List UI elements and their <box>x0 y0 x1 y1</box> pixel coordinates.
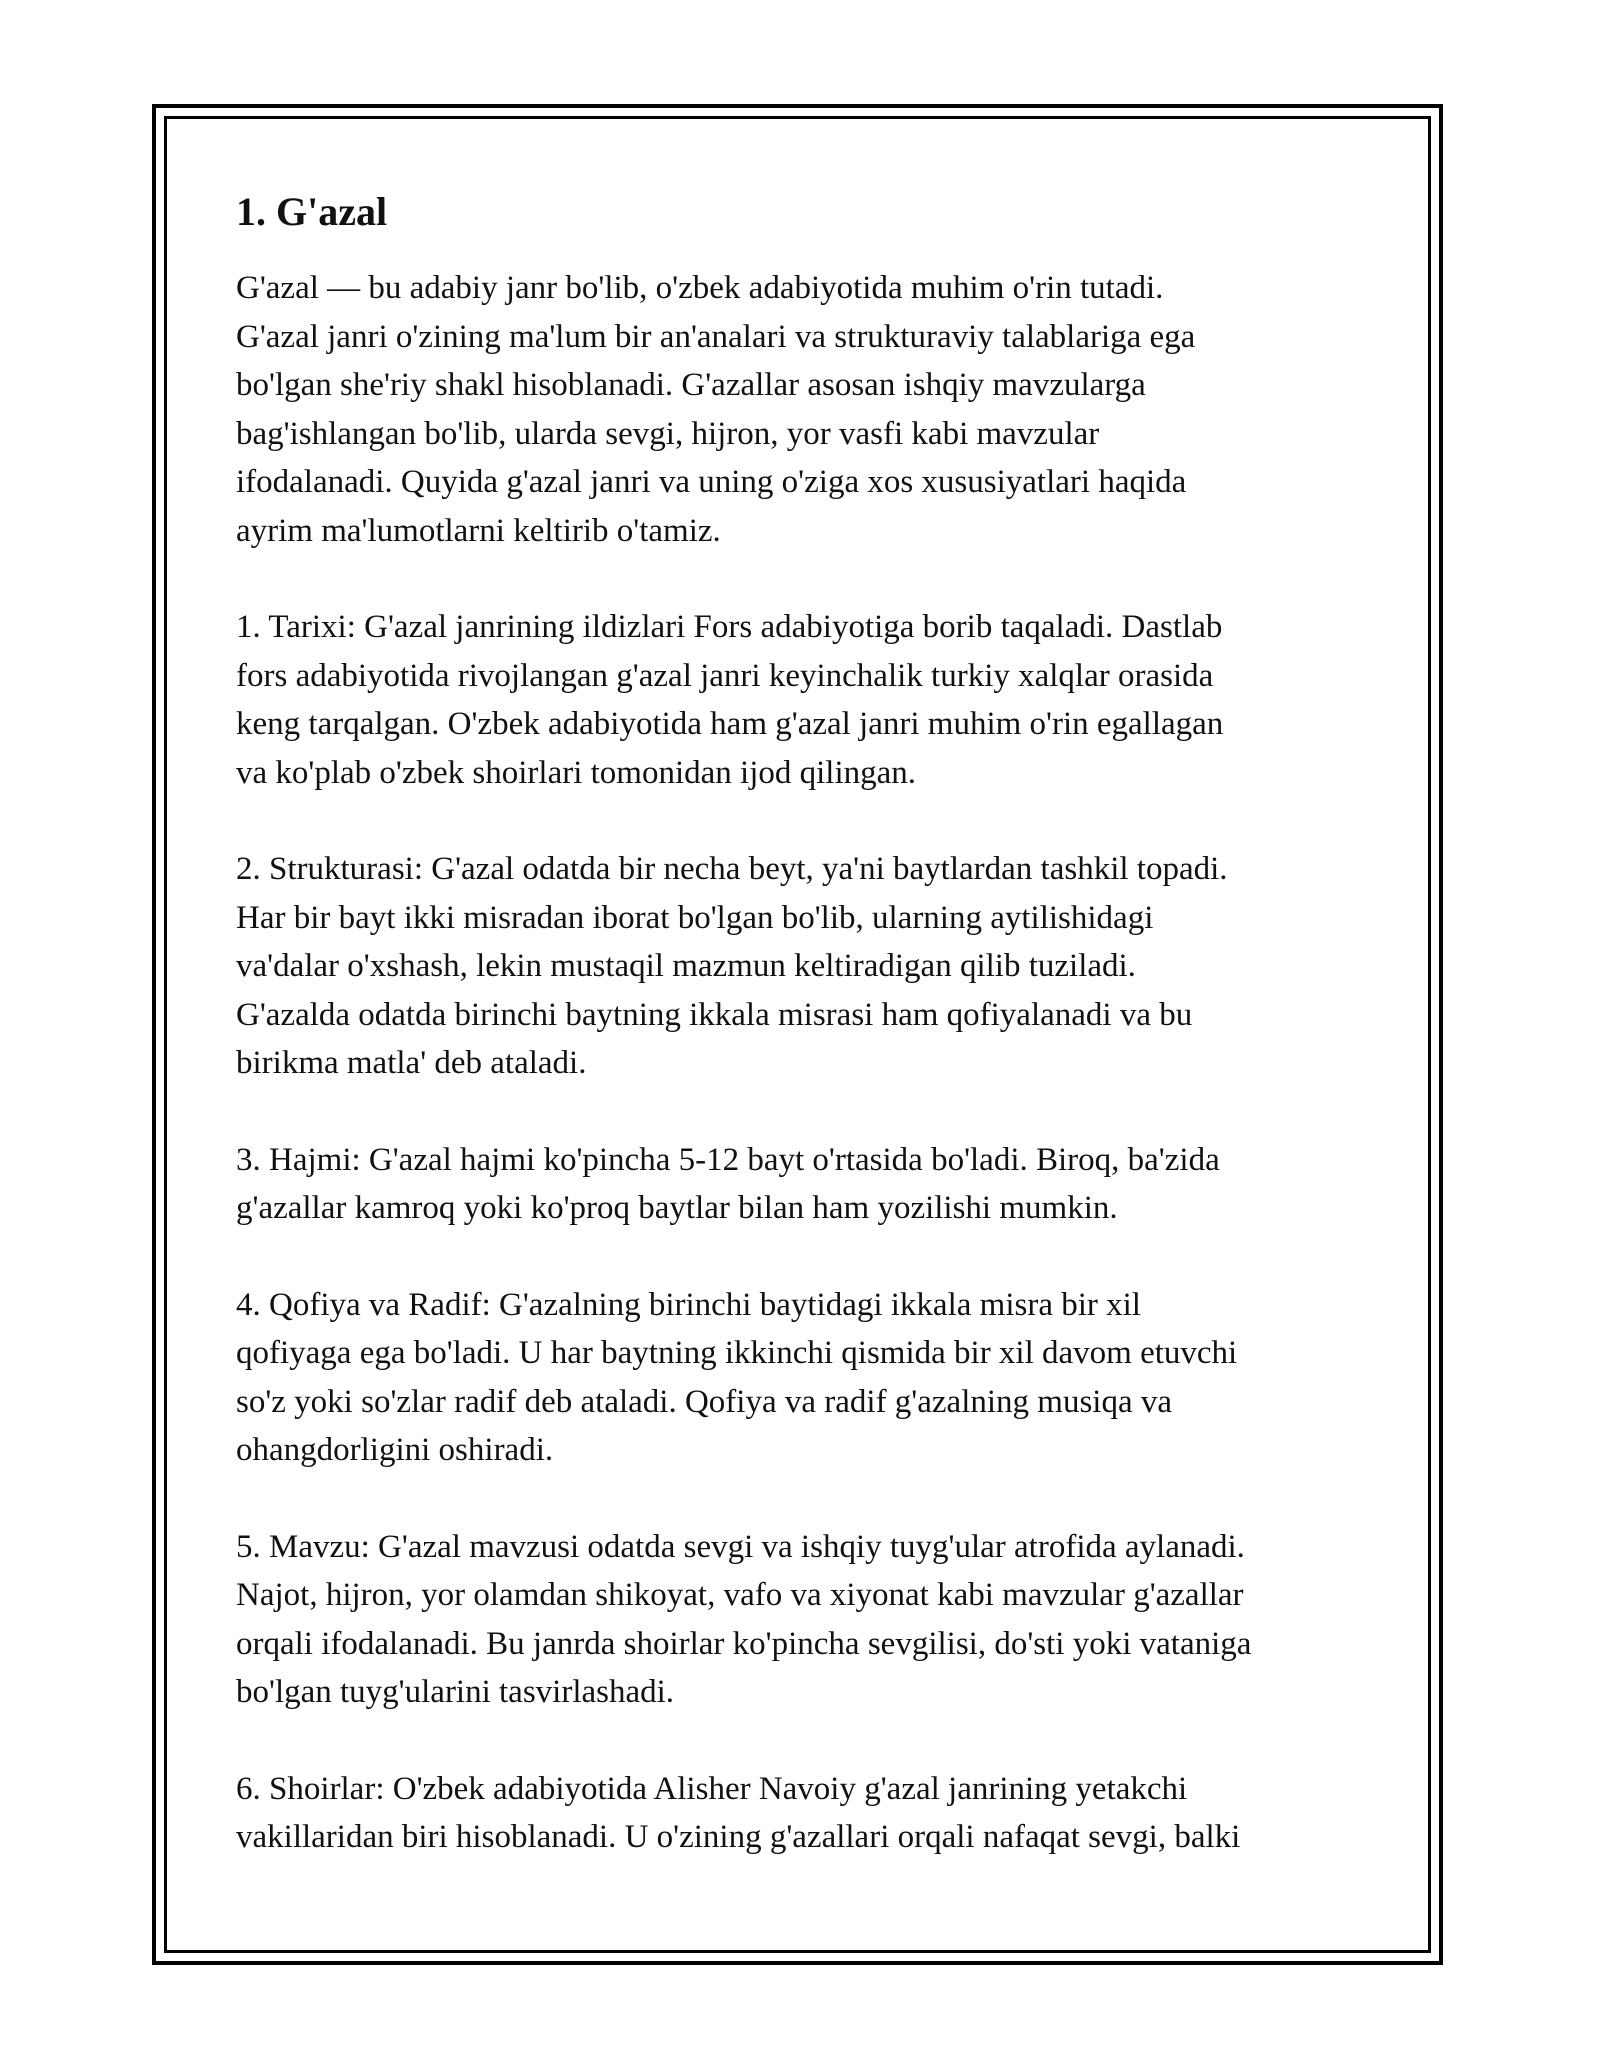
rhyme-radif-paragraph: 4. Qofiya va Radif: G'azalning birinchi baytidagi ikkala misra bir xil qofiyaga ega bo'ladi. U har baytning ikkinchi qismida bir xil davom etuvchi so'z yoki so'zlar radif deb ataladi. Qofiya va radif g'azalning musiqa va ohangdorligini oshiradi. <box>236 1286 1238 1468</box>
intro-paragraph: G'azal — bu adabiy janr bo'lib, o'zbek adabiyotida muhim o'rin tutadi. G'azal janri o'zining ma'lum bir an'analari va strukturaviy talablariga ega bo'lgan she'riy shakl hisoblanadi. G'azallar asosan ishqiy mavzularga bag'ishlangan bo'lib, ularda sevgi, hijron, yor vasfi kabi mavzular ifodalanadi. Quyida g'azal janri va uning o'ziga xos xususiyatlari haqida ayrim ma'lumotlarni keltirib o'tamiz. <box>236 270 1196 549</box>
theme-paragraph: 5. Mavzu: G'azal mavzusi odatda sevgi va ishqiy tuyg'ular atrofida aylanadi. Najot, hijron, yor olamdan shikoyat, vafo va xiyonat kabi mavzular g'azallar orqali ifodalanadi. Bu janrda shoirlar ko'pincha sevgilisi, do'sti yoki vataniga bo'lgan tuyg'ularini tasvirlashadi. <box>236 1528 1252 1710</box>
structure-paragraph: 2. Strukturasi: G'azal odatda bir necha beyt, ya'ni baytlardan tashkil topadi. Har bir bayt ikki misradan iborat bo'lgan bo'lib, ularning aytilishidagi va'dalar o'xshash, lekin mustaqil mazmun keltiradigan qilib tuziladi. G'azalda odatda birinchi baytning ikkala misrasi ham qofiyalanadi va bu birikma matla' deb ataladi. <box>236 851 1228 1081</box>
length-paragraph: 3. Hajmi: G'azal hajmi ko'pincha 5-12 bayt o'rtasida bo'ladi. Biroq, ba'zida g'azallar kamroq yoki ko'proq baytlar bilan ham yozilishi mumkin. <box>236 1141 1220 1226</box>
history-paragraph: 1. Tarixi: G'azal janrining ildizlari Fors adabiyotiga borib taqaladi. Dastlab fors adabiyotida rivojlangan g'azal janri keyinchalik turkiy xalqlar orasida keng tarqalgan. O'zbek adabiyotida ham g'azal janri muhim o'rin egallagan va ko'plab o'zbek shoirlari tomonidan ijod qilingan. <box>236 609 1224 791</box>
document-body <box>236 186 1386 1910</box>
poets-paragraph: 6. Shoirlar: O'zbek adabiyotida Alisher Navoiy g'azal janrining yetakchi vakillaridan biri hisoblanadi. U o'zining g'azallari orqali nafaqat sevgi, balki <box>236 1770 1241 1855</box>
section-title: 1. G'azal <box>236 189 388 234</box>
